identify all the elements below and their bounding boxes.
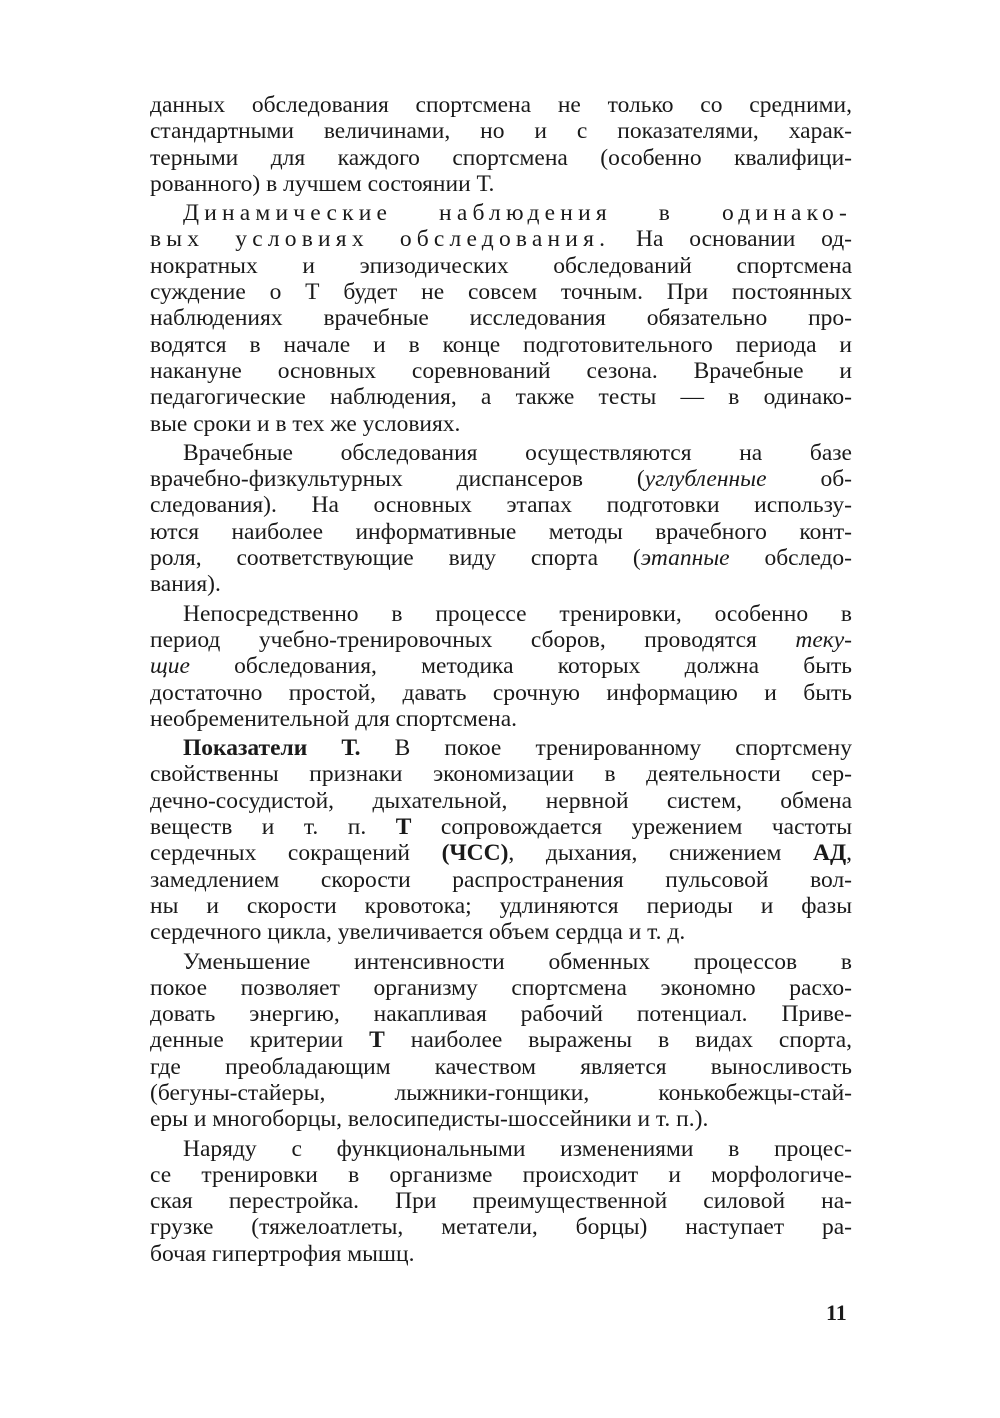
- paragraph-7: [150, 1136, 852, 1267]
- text-line: следования). На основных этапах подготовки использу-: [150, 492, 852, 519]
- text-run: обследования, методика которых должна быть: [189, 653, 852, 680]
- text-line: вые сроки и в тех же условиях.: [150, 410, 461, 437]
- text-line: [150, 735, 852, 761]
- text-run: обследо-: [729, 545, 852, 572]
- text-line: [150, 226, 852, 252]
- italic-term: щие: [150, 653, 190, 680]
- text-run: роля, соответствующие виду спорта (: [150, 545, 641, 572]
- text-line: достаточно простой, давать срочную информацию и быть: [150, 679, 852, 706]
- text-line: данных обследования спортсмена не только со средними,: [150, 92, 852, 118]
- text-run: На основании од-: [610, 226, 853, 253]
- text-line: [150, 1027, 852, 1053]
- text-line: накануне основных соревнований сезона. Врачебные и: [150, 357, 852, 384]
- text-line: еры и многоборцы, велосипедисты-шоссейники и т. п.).: [150, 1106, 709, 1133]
- text-run: денные критерии: [150, 1027, 370, 1054]
- text-line: Врачебные обследования осуществляются на базе: [183, 439, 852, 466]
- italic-term: углубленные: [644, 466, 767, 493]
- text-run: В покое тренированному спортсмену: [360, 735, 853, 762]
- paragraph-6: [150, 949, 852, 1133]
- text-line: терными для каждого спортсмена (особенно квалифици-: [150, 144, 852, 171]
- paragraph-2: [150, 200, 852, 437]
- page-number: 11: [826, 1300, 847, 1325]
- text-line: где преобладающим качеством является выносливость: [150, 1053, 852, 1080]
- text-line: покое позволяет организму спортсмена экономно расхо-: [150, 974, 852, 1001]
- text-line: рованного) в лучшем состоянии Т.: [150, 170, 495, 197]
- text-line: стандартными величинами, но и с показателями, харак-: [150, 118, 852, 145]
- text-run: период учебно-тренировочных сборов, проводятся: [150, 626, 796, 653]
- text-line: свойственны признаки экономизации в деятельности сер-: [150, 761, 852, 788]
- text-line: довать энергию, накапливая рабочий потенциал. Приве-: [150, 1001, 852, 1028]
- text-line: [150, 545, 852, 571]
- text-line: нократных и эпизодических обследований спортсмена: [150, 252, 852, 279]
- paragraph-3: [150, 440, 852, 598]
- text-run: ,: [846, 840, 852, 867]
- text-run: сопровождается урежением частоты: [411, 814, 852, 841]
- text-line: наблюдениях врачебные исследования обязательно про-: [150, 305, 852, 332]
- text-line: [150, 814, 852, 840]
- paragraph-1: [150, 92, 852, 197]
- text-line: ны и скорости кровотока; удлиняются периоды и фазы: [150, 892, 852, 919]
- text-line: водятся в начале и в конце подготовительного периода и: [150, 331, 852, 358]
- bold-term: Т: [369, 1027, 385, 1054]
- text-line: педагогические наблюдения, а также тесты — в одинако-: [150, 384, 852, 411]
- text-line: вания).: [150, 571, 221, 598]
- italic-term: теку-: [795, 626, 852, 653]
- text-line: [150, 840, 852, 866]
- text-line: необременительной для спортсмена.: [150, 705, 518, 732]
- bold-term: АД: [812, 840, 847, 867]
- text-line: сердечного цикла, увеличивается объем сердца и т. д.: [150, 919, 686, 946]
- text-line: грузке (тяжелоатлеты, метатели, борцы) наступает ра-: [150, 1214, 852, 1241]
- text-line: ются наиболее информативные методы врачебного конт-: [150, 518, 852, 545]
- text-run: врачебно-физкультурных диспансеров (: [150, 466, 645, 493]
- spaced-emphasis-line: Динамические наблюдения в одинако-: [183, 200, 852, 227]
- section-heading: Показатели Т.: [183, 735, 361, 762]
- text-run: веществ и т. п.: [150, 814, 396, 841]
- bold-term: Т: [395, 814, 412, 841]
- bold-term: (ЧСС): [441, 840, 509, 867]
- spaced-emphasis: вых условиях обследования.: [150, 226, 611, 253]
- page-body: [150, 92, 852, 1267]
- text-line: ская перестройка. При преимущественной силовой на-: [150, 1188, 852, 1215]
- paragraph-5: [150, 735, 852, 945]
- italic-term: этапные: [640, 545, 730, 572]
- text-line: [150, 466, 852, 492]
- text-line: [150, 653, 852, 679]
- text-line: се тренировки в организме происходит и морфологиче-: [150, 1161, 852, 1188]
- text-line: бочая гипертрофия мышц.: [150, 1240, 415, 1267]
- text-line: (бегуны-стайеры, лыжники-гонщики, конькобежцы-стай-: [150, 1079, 852, 1106]
- text-line: [150, 627, 852, 653]
- text-line: Наряду с функциональными изменениями в процес-: [183, 1135, 852, 1162]
- paragraph-4: [150, 601, 852, 732]
- text-line: замедлением скорости распространения пульсовой вол-: [150, 866, 852, 893]
- text-run: наиболее выражены в видах спорта,: [384, 1027, 852, 1054]
- text-line: Уменьшение интенсивности обменных процессов в: [183, 948, 852, 975]
- text-line: суждение о Т будет не совсем точным. При постоянных: [150, 279, 852, 306]
- text-line: дечно-сосудистой, дыхательной, нервной систем, обмена: [150, 787, 852, 814]
- text-run: сердечных сокращений: [150, 840, 442, 867]
- text-run: об-: [766, 466, 852, 493]
- text-line: Непосредственно в процессе тренировки, особенно в: [183, 600, 852, 627]
- text-run: , дыхания, снижением: [508, 840, 813, 867]
